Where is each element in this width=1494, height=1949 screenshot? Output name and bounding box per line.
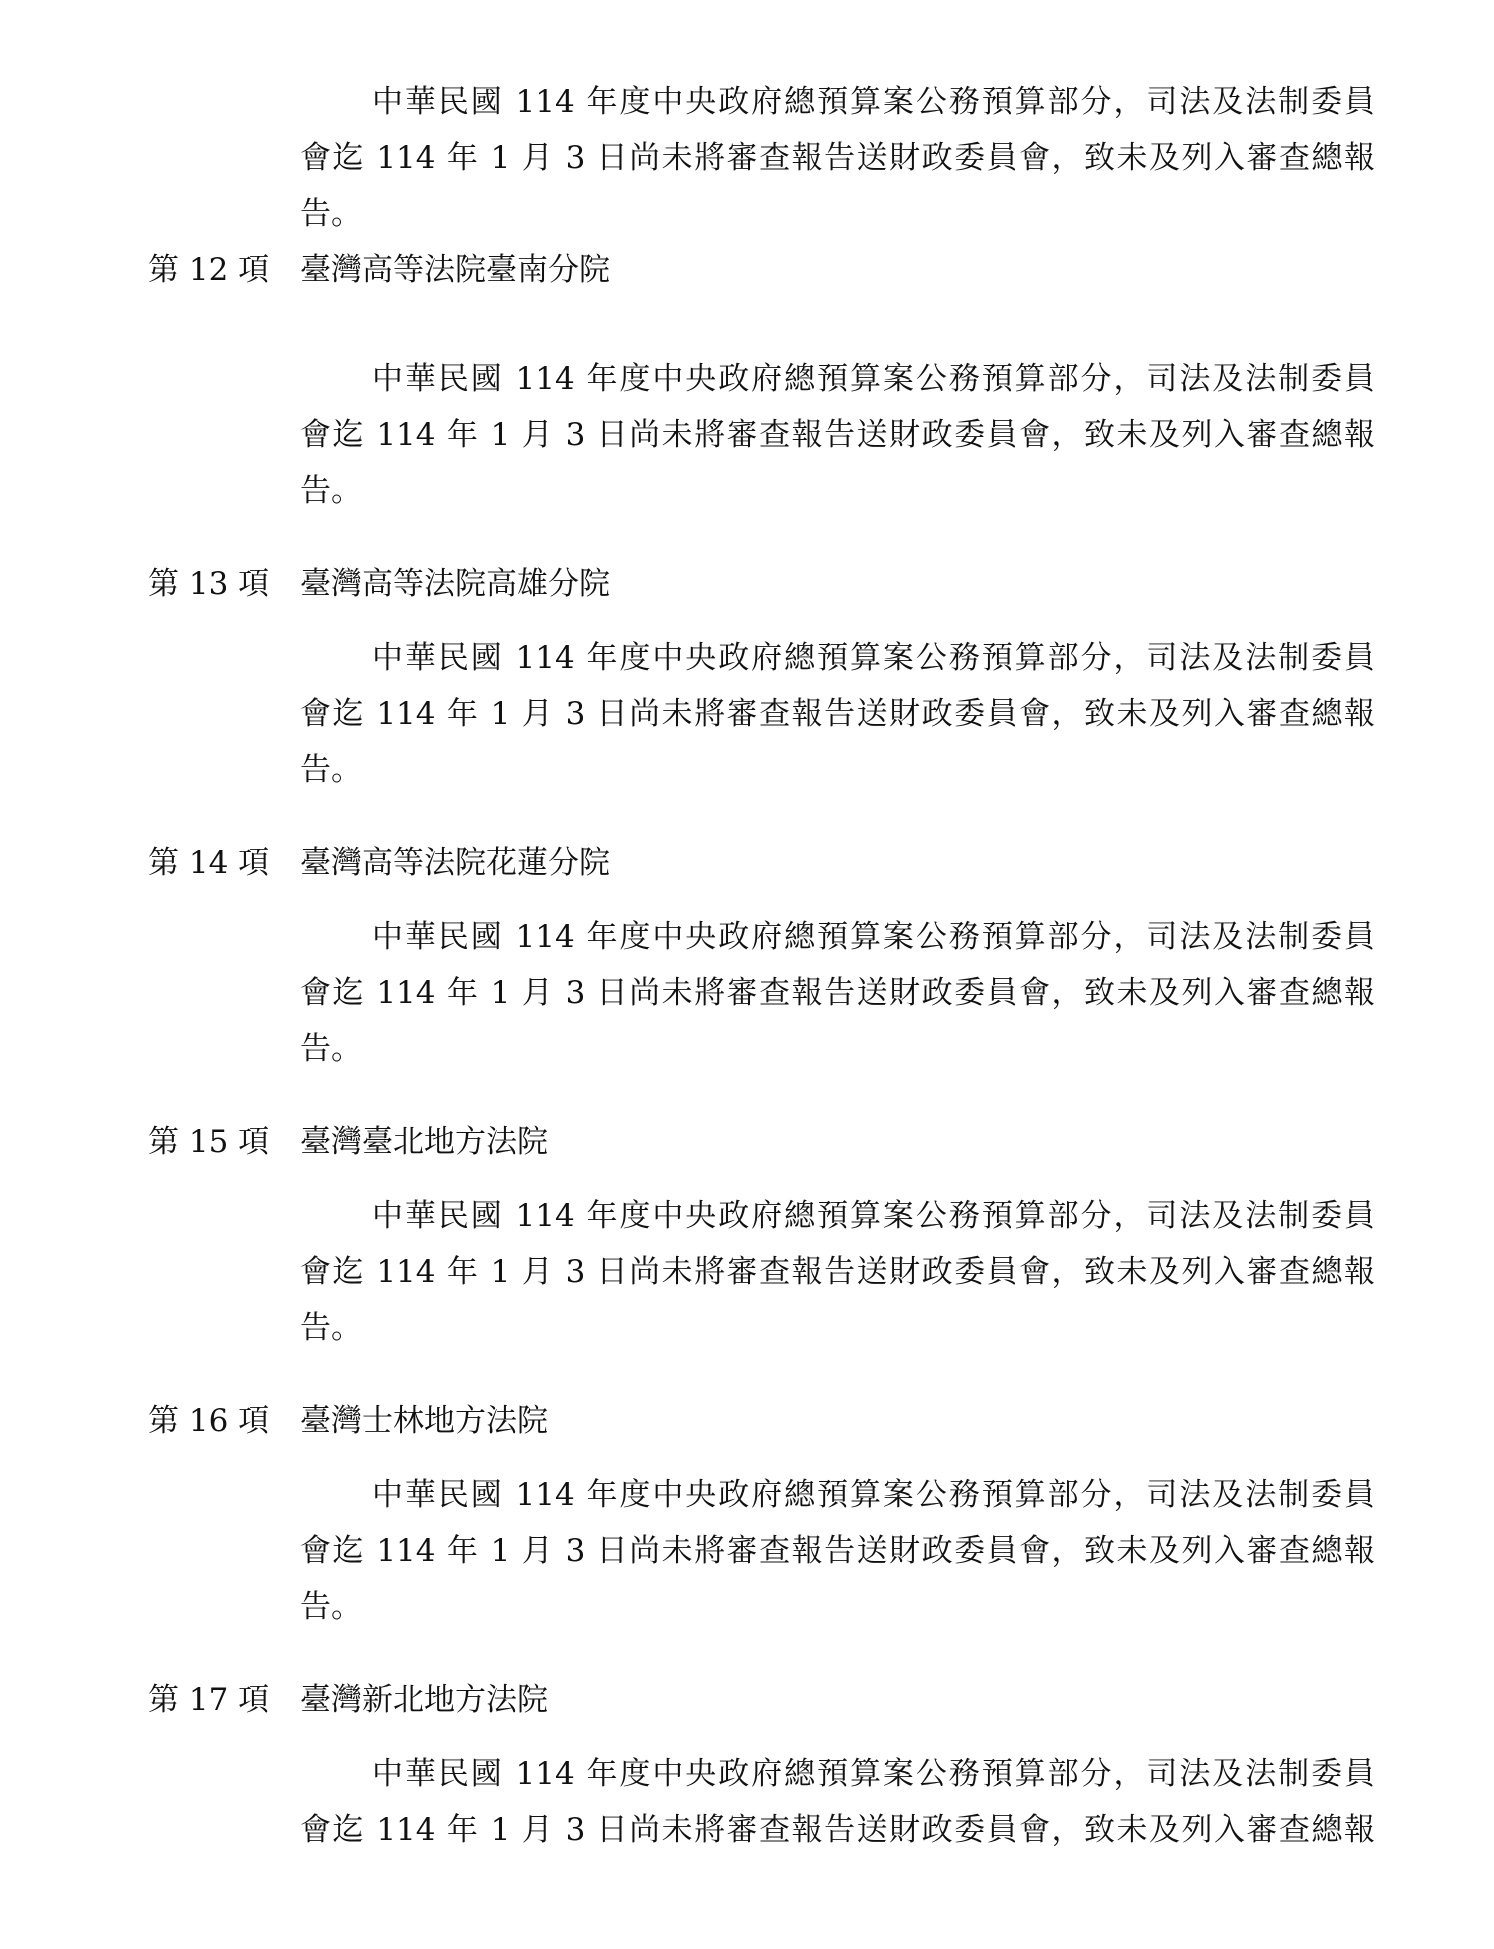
paragraph-line: 中華民國 114 年度中央政府總預算案公務預算部分，司法及法制委員 bbox=[372, 1477, 1375, 1513]
paragraph-line: 告。 bbox=[300, 1031, 362, 1067]
item-number: 第 14 項 bbox=[148, 845, 270, 881]
paragraph-line: 會迄 114 年 1 月 3 日尚未將審查報告送財政委員會，致未及列入審查總報 bbox=[300, 1812, 1375, 1848]
paragraph-line: 告。 bbox=[300, 752, 362, 788]
paragraph-line: 中華民國 114 年度中央政府總預算案公務預算部分，司法及法制委員 bbox=[372, 919, 1375, 955]
item-heading bbox=[148, 1401, 548, 1441]
item-heading bbox=[148, 564, 610, 604]
item-number: 第 17 項 bbox=[148, 1682, 270, 1718]
paragraph-line: 會迄 114 年 1 月 3 日尚未將審查報告送財政委員會，致未及列入審查總報 bbox=[300, 1533, 1375, 1569]
paragraph-line: 會迄 114 年 1 月 3 日尚未將審查報告送財政委員會，致未及列入審查總報 bbox=[300, 1254, 1375, 1290]
paragraph-line: 中華民國 114 年度中央政府總預算案公務預算部分，司法及法制委員 bbox=[372, 84, 1375, 120]
item-title: 臺灣臺北地方法院 bbox=[300, 1124, 548, 1160]
item-heading bbox=[148, 1680, 548, 1720]
paragraph-line: 中華民國 114 年度中央政府總預算案公務預算部分，司法及法制委員 bbox=[372, 1756, 1375, 1792]
item-title: 臺灣高等法院臺南分院 bbox=[300, 252, 610, 288]
paragraph-line: 會迄 114 年 1 月 3 日尚未將審查報告送財政委員會，致未及列入審查總報 bbox=[300, 696, 1375, 732]
item-heading bbox=[148, 1122, 548, 1162]
item-number: 第 12 項 bbox=[148, 252, 270, 288]
paragraph-line: 中華民國 114 年度中央政府總預算案公務預算部分，司法及法制委員 bbox=[372, 640, 1375, 676]
item-number: 第 13 項 bbox=[148, 566, 270, 602]
item-heading bbox=[148, 250, 610, 290]
paragraph-line: 告。 bbox=[300, 1589, 362, 1625]
paragraph-line: 告。 bbox=[300, 473, 362, 509]
item-title: 臺灣士林地方法院 bbox=[300, 1403, 548, 1439]
paragraph-line: 告。 bbox=[300, 1310, 362, 1346]
paragraph-line: 會迄 114 年 1 月 3 日尚未將審查報告送財政委員會，致未及列入審查總報 bbox=[300, 417, 1375, 453]
paragraph-line: 中華民國 114 年度中央政府總預算案公務預算部分，司法及法制委員 bbox=[372, 1198, 1375, 1234]
item-number: 第 15 項 bbox=[148, 1124, 270, 1160]
item-title: 臺灣新北地方法院 bbox=[300, 1682, 548, 1718]
paragraph-line: 中華民國 114 年度中央政府總預算案公務預算部分，司法及法制委員 bbox=[372, 361, 1375, 397]
paragraph-line: 告。 bbox=[300, 196, 362, 232]
paragraph-line: 會迄 114 年 1 月 3 日尚未將審查報告送財政委員會，致未及列入審查總報 bbox=[300, 140, 1375, 176]
item-number: 第 16 項 bbox=[148, 1403, 270, 1439]
item-heading bbox=[148, 843, 610, 883]
item-title: 臺灣高等法院高雄分院 bbox=[300, 566, 610, 602]
item-title: 臺灣高等法院花蓮分院 bbox=[300, 845, 610, 881]
paragraph-line: 會迄 114 年 1 月 3 日尚未將審查報告送財政委員會，致未及列入審查總報 bbox=[300, 975, 1375, 1011]
